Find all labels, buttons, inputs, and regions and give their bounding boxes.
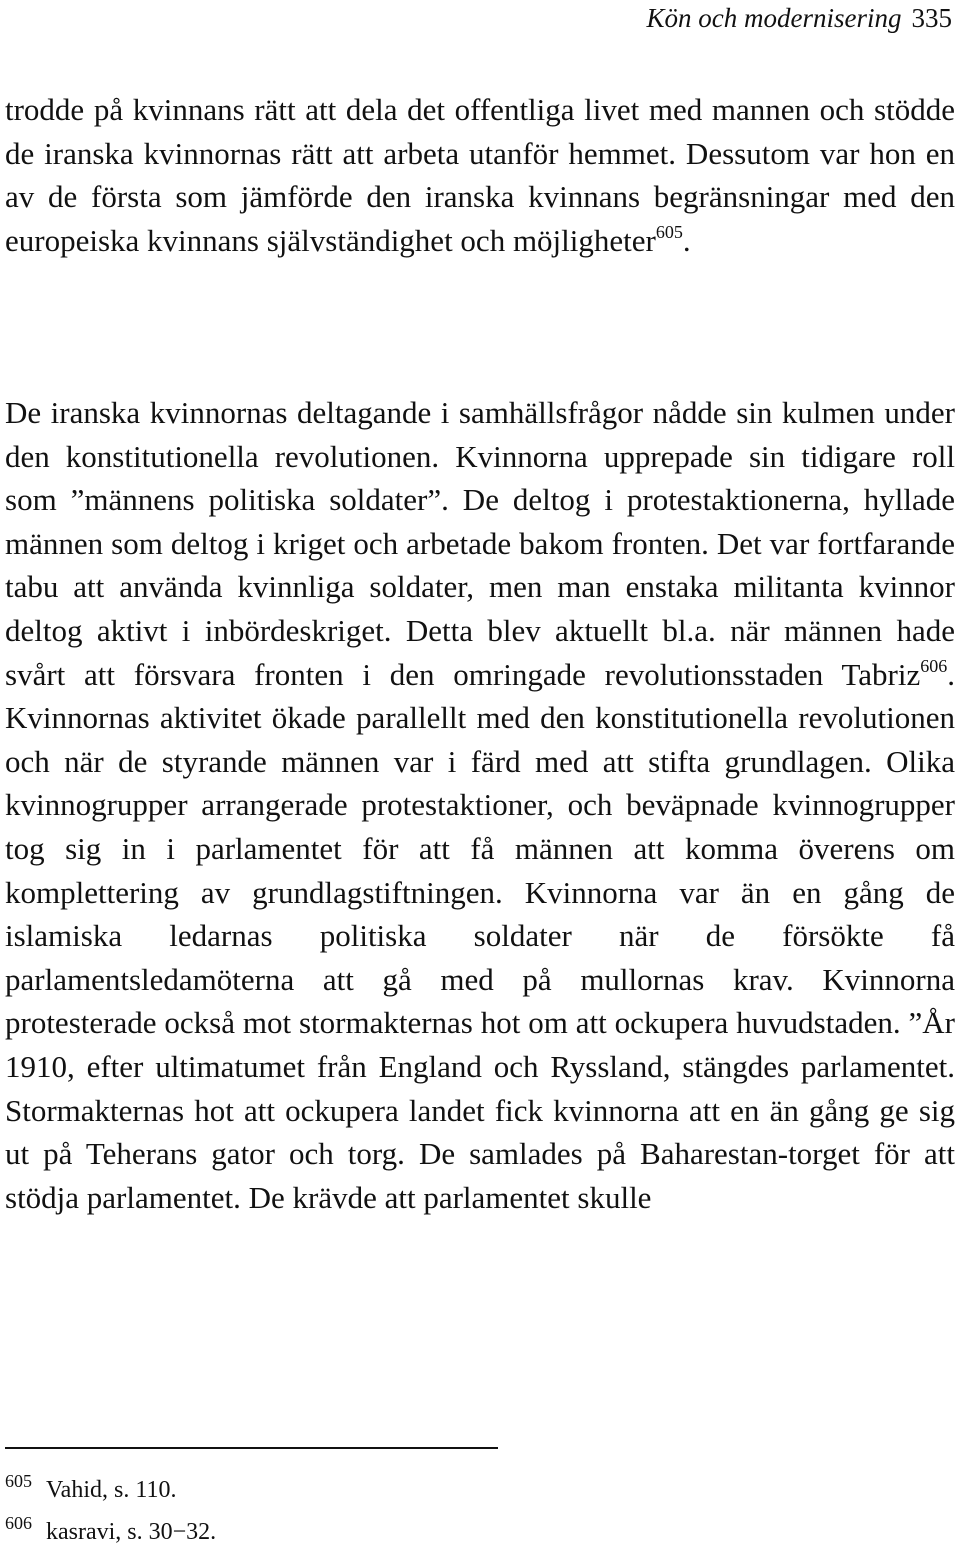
footnote-reference[interactable]: 605 <box>655 221 683 242</box>
footnote-divider <box>5 1447 498 1449</box>
paragraph-text: . <box>682 222 691 258</box>
paragraph-text: . Kvinnornas aktivitet ökade parallellt med den konstitutionella revolutionen och när de styrande männen var i färd med att stifta grundlagen. Olika kvinnogrupper arrangerade protestaktioner, och beväpnade kvinnogrupper tog sig in i parlamentet för att få männen att komma överens om komplettering av grundlagstiftningen. Kvinnorna var än en gång de islamiska ledarnas politiska soldater när de försökte få parlamentsledamöterna att gå med på mullornas krav. Kvinnorna protesterade också mot stormakternas hot om att ockupera huvudstaden. ”År 1910, efter ultimatumet från England och Ryssland, stängdes parlamentet. Stormakternas hot att ockupera landet fick kvinnorna att en än gång ge sig ut på Teherans gator och torg. De samlades på Baharestan-torget för att stödja parlamentet. De krävde att parlamentet skulle <box>5 656 955 1215</box>
paragraph-text: De iranska kvinnornas deltagande i samhällsfrågor nådde sin kulmen under den konstitutionella revolutionen. Kvinnorna upprepade sin tidigare roll som ”männens politiska soldater”. De deltog i protestaktionerna, hyllade männen som deltog i kriget och arbetade bakom fronten. Det var fortfarande tabu att använda kvinnliga soldater, men man enstaka militanta kvinnor deltog aktivt i inbördeskriget. Detta blev aktuellt bl.a. när männen hade svårt att försvara fronten i den omringade revolutionsstaden Tabriz <box>5 395 955 692</box>
footnote <box>5 1466 176 1505</box>
body-paragraph <box>5 88 955 262</box>
footnote-text: kasravi, s. 30−32. <box>46 1519 217 1545</box>
footnote-reference[interactable]: 606 <box>920 655 948 676</box>
running-title: Kön och modernisering <box>646 3 902 33</box>
footnote-number: 605 <box>5 1471 32 1491</box>
footnote-number: 606 <box>5 1513 32 1533</box>
footnote-text: Vahid, s. 110. <box>46 1477 177 1503</box>
page-number: 335 <box>911 3 952 33</box>
body-paragraph <box>5 391 955 1219</box>
running-header <box>647 0 952 36</box>
footnote <box>5 1508 216 1547</box>
paragraph-text: trodde på kvinnans rätt att dela det offentliga livet med mannen och stödde de iranska kvinnornas rätt att arbeta utanför hemmet. Dessutom var hon en av de första som jämförde den iranska kvinnans begränsningar med den europeiska kvinnans självständighet och möjligheter <box>5 92 955 258</box>
